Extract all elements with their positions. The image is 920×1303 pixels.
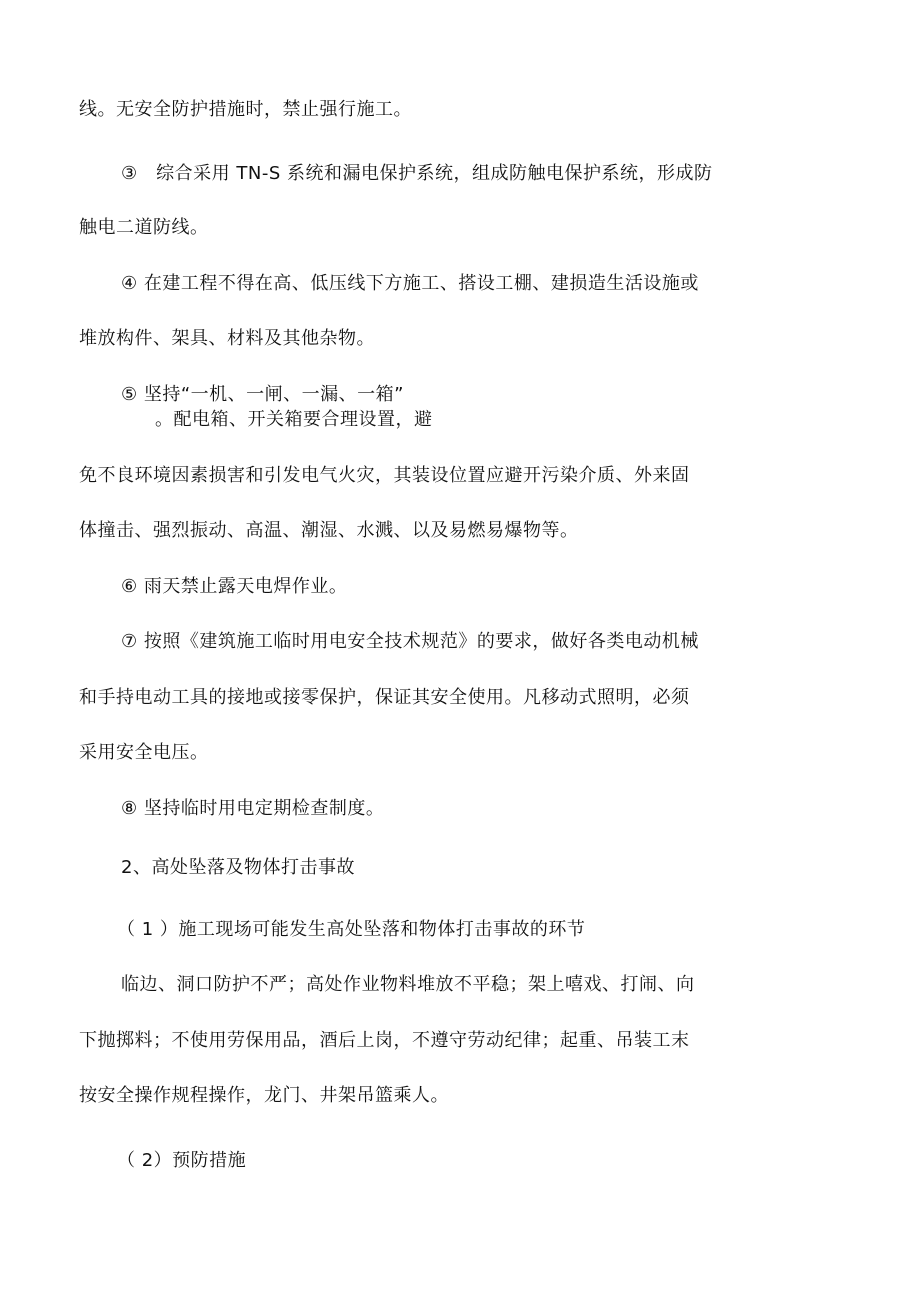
text-line: ③ 综合采用 TN-S 系统和漏电保护系统，组成防触电保护系统，形成防 [121,163,713,184]
text-line: 和手持电动工具的接地或接零保护，保证其安全使用。凡移动式照明，必须 [79,687,690,708]
text-line: 下抛掷料；不使用劳保用品，酒后上岗，不遵守劳动纪律；起重、吊装工末 [79,1030,690,1051]
text-line: ⑤ 坚持“一机、一闸、一漏、一箱” [121,384,405,405]
text-line: 免不良环境因素损害和引发电气火灾，其装设位置应避开污染介质、外来固 [79,465,690,486]
text-line: ⑧ 坚持临时用电定期检查制度。 [121,798,385,819]
text-line: 。配电箱、开关箱要合理设置，避 [155,409,433,430]
text-line: 体撞击、强烈振动、高温、潮湿、水溅、以及易燃易爆物等。 [79,520,579,541]
text-line: 堆放构件、架具、材料及其他杂物。 [79,328,375,349]
subsection-heading: （ 1 ）施工现场可能发生高处坠落和物体打击事故的环节 [117,919,586,940]
text-line: ④ 在建工程不得在高、低压线下方施工、搭设工棚、建损造生活设施或 [121,273,699,294]
text-line: 触电二道防线。 [79,217,209,238]
text-line: 线。无安全防护措施时，禁止强行施工。 [79,99,412,120]
text-line: ⑦ 按照《建筑施工临时用电安全技术规范》的要求，做好各类电动机械 [121,631,699,652]
section-heading: 2、高处坠落及物体打击事故 [121,857,355,878]
text-line: ⑥ 雨天禁止露天电焊作业。 [121,576,348,597]
subsection-heading: （ 2）预防措施 [117,1150,247,1171]
text-line: 临边、洞口防护不严；高处作业物料堆放不平稳；架上嘻戏、打闹、向 [121,974,695,995]
text-line: 按安全操作规程操作，龙门、井架吊篮乘人。 [79,1085,449,1106]
text-line: 采用安全电压。 [79,742,209,763]
